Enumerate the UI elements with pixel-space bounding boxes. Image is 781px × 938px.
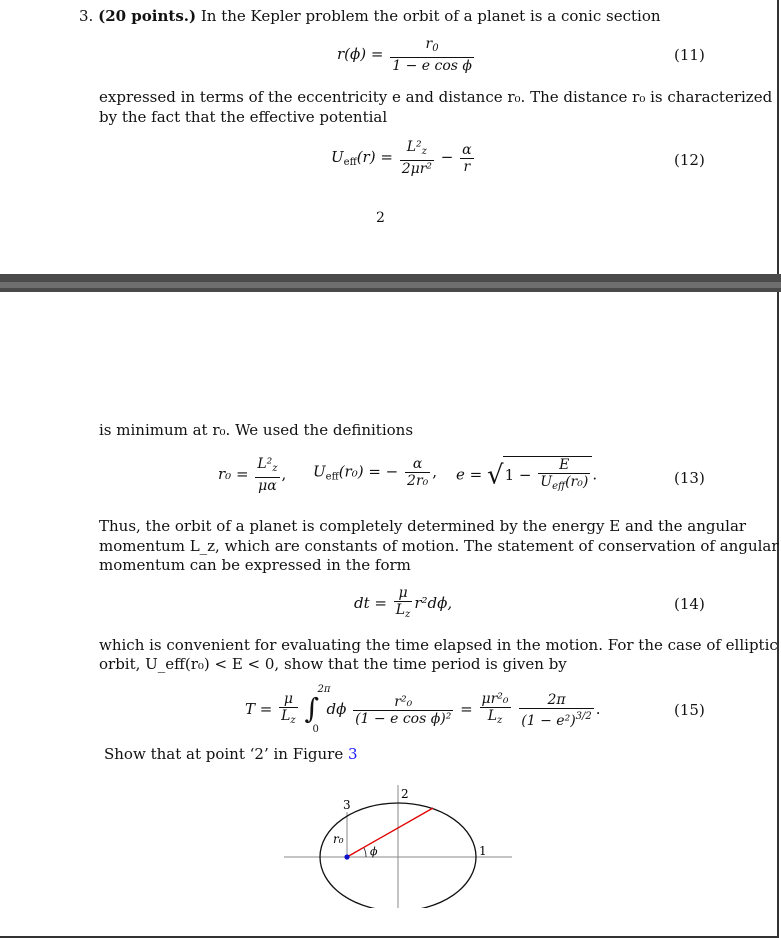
text5-prefix: Show that at point ‘2’ in Figure <box>104 745 348 763</box>
eq11-num-sub: 0 <box>432 43 439 54</box>
eq13-b-den: 2r₀ <box>407 473 429 489</box>
eq13-number: (13) <box>674 469 705 487</box>
text2-line1: is minimum at r₀. We used the definitions <box>99 421 414 439</box>
eq13-a-sep: , <box>281 465 287 483</box>
eq13-c-den-sub: eff <box>552 481 566 492</box>
eq15-equals: = <box>460 700 473 718</box>
text4-line2: orbit, U_eff(r₀) < E < 0, show that the time period is given by <box>99 655 567 673</box>
sqrt-body <box>503 456 593 495</box>
eq15-f3-den: L <box>487 708 498 724</box>
text3-line2: momentum L_z, which are constants of motion. The statement of conservation of angular <box>99 537 779 555</box>
problem-number: 3. <box>79 7 94 25</box>
eq15-dphi: dϕ <box>326 700 347 718</box>
page-separator <box>0 274 781 292</box>
text5 <box>104 745 358 764</box>
radius-vector <box>347 808 433 857</box>
eq12-lhs: U <box>331 148 344 166</box>
problem-heading <box>79 7 661 26</box>
point-1-label: 1 <box>479 844 487 858</box>
eq11-den: 1 − e cos ϕ <box>392 58 472 74</box>
eq13-c-num: E <box>538 457 590 474</box>
eq11-lhs: r(ϕ) = <box>337 45 384 63</box>
eq13-c-den-arg: (r₀) <box>565 474 589 490</box>
eq12-num1: L² <box>406 139 422 155</box>
eq14-den-sub: z <box>405 609 411 620</box>
text3-line3: momentum can be expressed in the form <box>99 556 411 574</box>
equation-13c <box>456 456 597 495</box>
eq13-c-frac <box>538 457 590 495</box>
equation-12 <box>331 139 476 177</box>
eq12-number: (12) <box>674 151 705 169</box>
point-3-label: 3 <box>343 798 351 812</box>
eq13-b-frac <box>405 456 430 489</box>
eq11-number: (11) <box>674 46 705 64</box>
eq15-f4-exp: 3/2 <box>575 710 592 722</box>
equation-13a <box>218 456 286 494</box>
eq13-c-sep: . <box>592 465 598 484</box>
equation-11 <box>337 36 476 74</box>
text1-line1: expressed in terms of the eccentricity e and distance r₀. The distance r₀ is characterized <box>99 88 773 106</box>
eq13-a-lhs: r₀ = <box>218 465 249 483</box>
angle-arc <box>364 848 366 857</box>
problem-points: (20 points.) <box>98 7 197 25</box>
eq12-lhs-sub: eff <box>343 157 357 168</box>
eq13-c-one: 1 − <box>504 466 532 484</box>
integral-sign: ∫ <box>304 692 320 725</box>
eq15-lhs: T = <box>245 700 273 718</box>
eq14-frac <box>394 585 413 623</box>
integral-lower: 0 <box>312 724 319 735</box>
equation-14 <box>354 585 452 623</box>
eq14-rhs: r²dϕ, <box>414 594 453 612</box>
orbit-figure <box>280 780 520 908</box>
eq13-a-num: L² <box>257 456 273 472</box>
eq12-den1: 2μr² <box>401 161 432 177</box>
equation-13b <box>313 456 437 489</box>
figure-link[interactable]: 3 <box>347 745 358 763</box>
integral-upper: 2π <box>317 684 331 695</box>
phi-label: ϕ <box>370 845 378 858</box>
r0-label: r₀ <box>333 832 344 846</box>
page-1 <box>0 0 779 274</box>
eq15-frac4 <box>519 692 593 729</box>
eq15-f3-num: μr²₀ <box>481 691 509 707</box>
integral <box>304 684 331 735</box>
eq12-num2: α <box>462 141 472 158</box>
eq15-f1-den-sub: z <box>290 715 296 726</box>
eq15-f1-num: μ <box>279 691 298 708</box>
eq12-lhs-arg: (r) = <box>356 148 393 166</box>
eq12-den2: r <box>463 158 471 175</box>
text1-line2: by the fact that the effective potential <box>99 108 388 126</box>
text4-line1: which is convenient for evaluating the time elapsed in the motion. For the case of elliptic <box>99 636 778 654</box>
equation-15 <box>245 684 601 735</box>
eq13-a-frac <box>255 456 279 494</box>
eq12-num1-sub: z <box>421 146 427 157</box>
eq11-num: r <box>425 36 433 52</box>
eq13-b-arg: (r₀) = − <box>338 462 399 481</box>
eq14-num: μ <box>394 585 413 602</box>
eq12-frac2 <box>460 142 473 175</box>
eq13-b-num: α <box>405 456 430 473</box>
eq15-f4-den: (1 − e²) <box>521 712 576 729</box>
eq15-f1-den: L <box>281 708 291 724</box>
eq15-frac1 <box>279 691 298 729</box>
eq13-b-sub: eff <box>325 471 339 483</box>
eq13-c-den: U <box>540 474 553 490</box>
eq13-a-den: μα <box>258 478 277 494</box>
eq14-number: (14) <box>674 595 705 613</box>
eq15-number: (15) <box>674 701 705 719</box>
eq13-b-sep: , <box>432 462 438 481</box>
point-2-label: 2 <box>401 787 409 801</box>
eq14-lhs: dt = <box>354 594 387 612</box>
eq13-b-lhs: U <box>313 462 326 481</box>
eq12-frac1 <box>400 139 434 177</box>
eq15-f2-num: r²₀ <box>353 694 453 711</box>
eq15-f2-den: (1 − e cos ϕ)² <box>355 710 452 727</box>
eq15-f4-num: 2π <box>519 692 593 709</box>
eq15-f3-den-sub: z <box>497 715 503 726</box>
focus-point <box>344 854 349 859</box>
eq14-den: L <box>395 602 406 618</box>
sqrt-sign: √ <box>487 460 504 491</box>
eq13-a-num-sub: z <box>272 463 278 474</box>
eq11-fraction <box>390 36 474 74</box>
page-number: 2 <box>376 210 385 226</box>
text3-line1: Thus, the orbit of a planet is completely determined by the energy E and the angular <box>99 517 747 535</box>
page-2 <box>0 292 779 938</box>
eq15-frac3 <box>480 691 511 729</box>
eq13-c-lhs: e = <box>456 465 483 484</box>
eq15-frac2 <box>353 694 453 727</box>
eq12-minus: − <box>440 148 454 166</box>
eq15-end: . <box>595 700 601 718</box>
problem-intro: In the Kepler problem the orbit of a planet is a conic section <box>200 7 661 25</box>
